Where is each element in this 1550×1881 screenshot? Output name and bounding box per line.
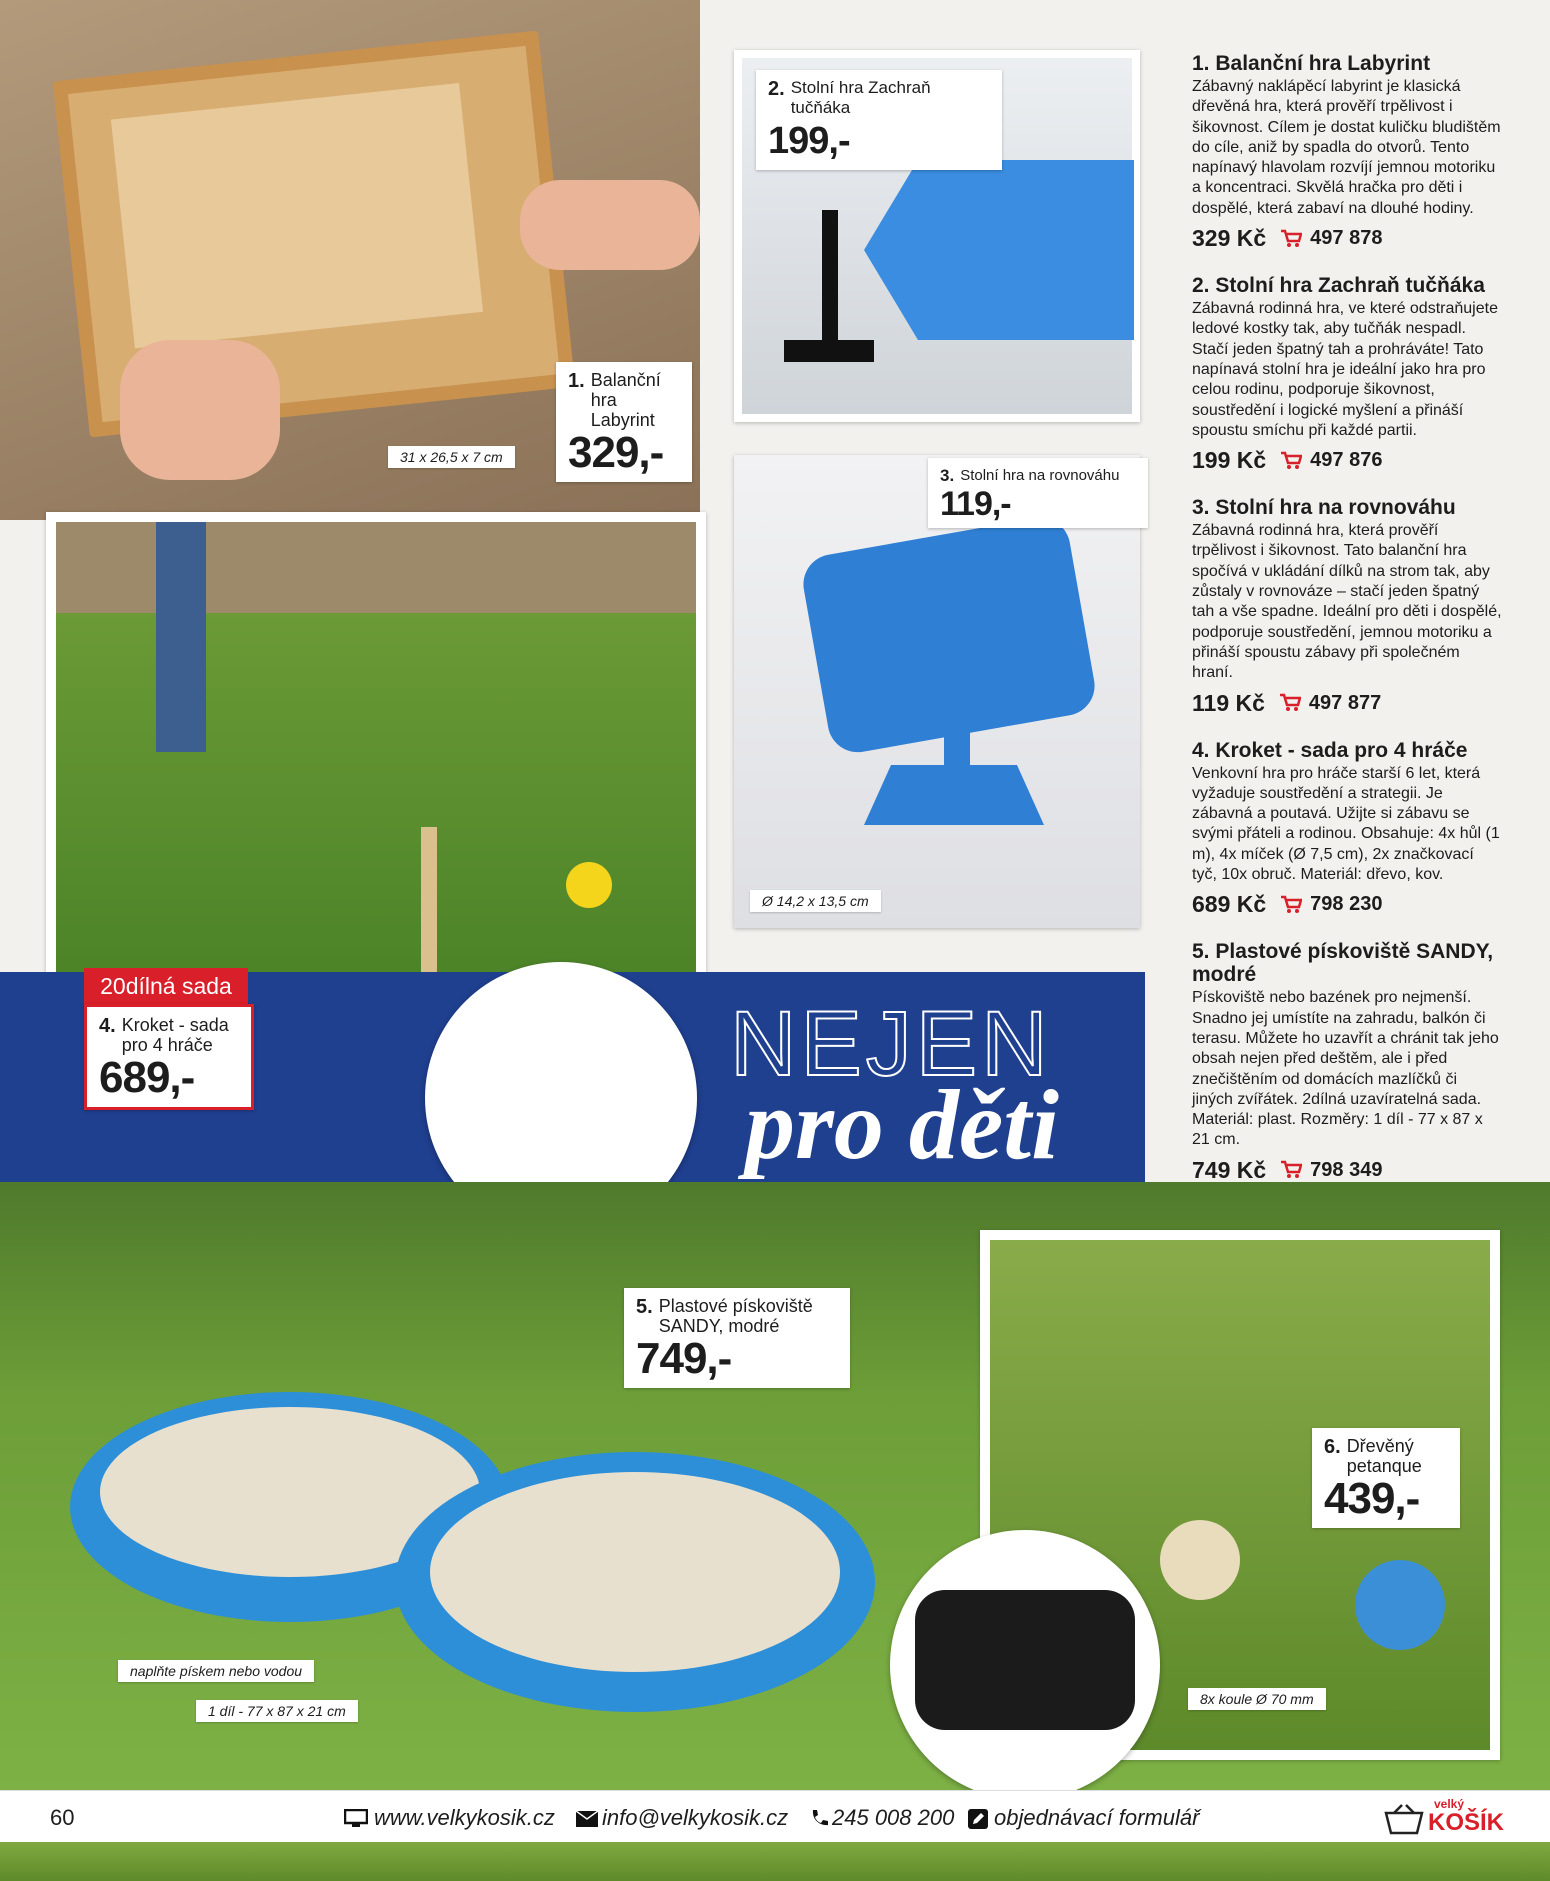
cart-icon [1280,451,1302,471]
piskoviste-note: naplňte pískem nebo vodou [118,1660,314,1682]
tag-number: 6. [1324,1436,1341,1458]
monitor-icon [344,1809,368,1829]
labyrint-dimensions: 31 x 26,5 x 7 cm [388,446,515,468]
kroket-badge: 20dílná sada [84,968,248,1004]
tag-price: 199,- [768,120,850,162]
product-price: 749 Kč [1192,1156,1267,1183]
rovnovaha-dimensions: Ø 14,2 x 13,5 cm [750,890,881,912]
tag-name: Plastové pískoviště SANDY, modré [658,1296,813,1336]
product-price: 689 Kč [1192,891,1267,918]
tag-number: 4. [99,1015,116,1037]
tag-number: 1. [568,370,585,392]
email-link[interactable]: info@velkykosik.cz [602,1805,789,1830]
product-text: Venkovní hra pro hráče starší 6 let, která vyžaduje soustředění a strategii. Je zábavná a poutavá. Užijte si zábavu se svými přáteli a rodinou. Obsahuje: 4x hůl (1 m), 4x míček (Ø 7,5 cm), 2x značkovací tyč, 10x obruč. Materiál: dřevo, kov. [1192,764,1500,884]
website-link[interactable]: www.velkykosik.cz [374,1805,555,1830]
edit-form-icon [968,1809,988,1829]
tag-name: Kroket - sada pro 4 hráče [121,1015,229,1055]
piskoviste-dimensions: 1 díl - 77 x 87 x 21 cm [196,1700,358,1722]
tag-price: 749,- [636,1334,732,1383]
tag-name: Stolní hra na rovnováhu [960,467,1120,484]
product-2 [1192,274,1502,474]
page-number: 60 [50,1805,75,1830]
product-title: 4. Kroket - sada pro 4 hráče [1192,738,1468,762]
basket-icon [1384,1803,1424,1835]
product-text: Zábavná rodinná hra, ve které odstraňujete ledové kostky tak, aby tučňák nespadl. Stačí jeden špatný tah a prohráváte! Tato napínavá stolní hra je ideální jako hra pro celou rodinu, podporuje šikovnost, soustředění i logické myšlení a přináší spoustu smíchu při každé partii. [1192,300,1498,439]
email-icon [576,1811,598,1827]
product-title: 1. Balanční hra Labyrint [1192,52,1431,75]
labyrint-price-tag [556,362,692,482]
kroket-price-tag [84,1004,254,1110]
logo [1384,1797,1504,1837]
tag-name: Dřevěný petanque [1346,1436,1422,1476]
petanque-inset [890,1530,1160,1800]
phone-number[interactable]: 245 008 200 [832,1805,955,1830]
product-price: 199 Kč [1192,447,1267,474]
footer [0,1790,1550,1843]
product-code: 497 876 [1310,449,1383,472]
tag-name: Stolní hra Zachraň tučňáka [790,78,931,117]
tag-price: 119,- [940,485,1011,523]
product-code: 798 230 [1310,893,1383,916]
product-text: Pískoviště nebo bazének pro nejmenší. Snadno jej umístíte na zahradu, balkón či terasu. Můžete ho uzavřít a chránit tak jeho obsah nejen před deštěm, ale i před znečištěním od domácích mazlíčků či jiných zvířátek. 2dílná uzavíratelná sada. Materiál: plast. Rozměry: 1 díl - 77 x 87 x 21 cm. [1192,989,1499,1149]
product-title: 3. Stolní hra na rovnováhu [1192,496,1456,520]
bottom-grass [0,1842,1550,1881]
cart-icon [1280,229,1302,249]
phone-icon [810,1809,828,1829]
product-4 [1192,739,1502,919]
order-form-link[interactable]: objednávací formulář [994,1805,1200,1830]
tag-number: 2. [768,78,785,100]
product-3 [1192,496,1502,716]
logo-big-text: KOŠÍK [1428,1809,1505,1836]
tag-number: 5. [636,1296,653,1318]
cart-icon [1280,895,1302,915]
piskoviste-price-tag [624,1288,850,1388]
product-text: Zábavná rodinná hra, která prověří trpělivost i šikovnost. Tato balanční hra spočívá v ukládání dílků na strom tak, aby zůstaly v rovnováze – stačí jeden špatný tah a vše spadne. Ideální pro děti i dospělé, podporuje soustředění, jemnou motoriku a přináší spoustu zábavy při společném hraní. [1192,522,1502,682]
banner-line1: NEJEN [730,993,1052,1095]
tag-price: 439,- [1324,1474,1420,1523]
tag-number: 3. [940,466,955,485]
cart-icon [1279,693,1301,713]
petanque-dimensions: 8x koule Ø 70 mm [1188,1688,1326,1710]
product-code: 497 878 [1310,227,1383,250]
product-title: 5. Plastové pískoviště SANDY, modré [1192,940,1494,987]
tag-price: 329,- [568,428,664,477]
tucnak-price-tag [756,70,1002,170]
product-code: 798 349 [1310,1158,1383,1181]
ice-tray [864,160,1134,340]
product-1 [1192,52,1502,252]
rovnovaha-price-tag [928,458,1148,528]
product-price: 119 Kč [1192,689,1265,716]
cart-icon [1280,1160,1302,1180]
product-code: 497 877 [1308,691,1382,714]
tag-price: 689,- [99,1053,195,1102]
product-price: 329 Kč [1192,225,1267,252]
banner-line2: pro děti [745,1069,1059,1180]
logo-small-text: velký [1434,1797,1465,1811]
hammer [822,210,838,360]
product-text: Zábavný naklápěcí labyrint je klasická dřevěná hra, která prověří trpělivost i šikovnost. Cílem je dostat kuličku bludištěm do cíle, aniž by spadla do otvorů. Tento napínavý hlavolam rozvíjí jemnou motoriku a koncentraci. Skvělá hračka pro děti i dospělé, která zabaví na dlouhé hodiny. [1192,78,1501,217]
product-5 [1192,940,1502,1183]
product-descriptions [1192,52,1502,1206]
tag-name: Balanční hra Labyrint [590,370,661,430]
product-title: 2. Stolní hra Zachraň tučňáka [1192,274,1485,298]
petanque-price-tag [1312,1428,1460,1528]
